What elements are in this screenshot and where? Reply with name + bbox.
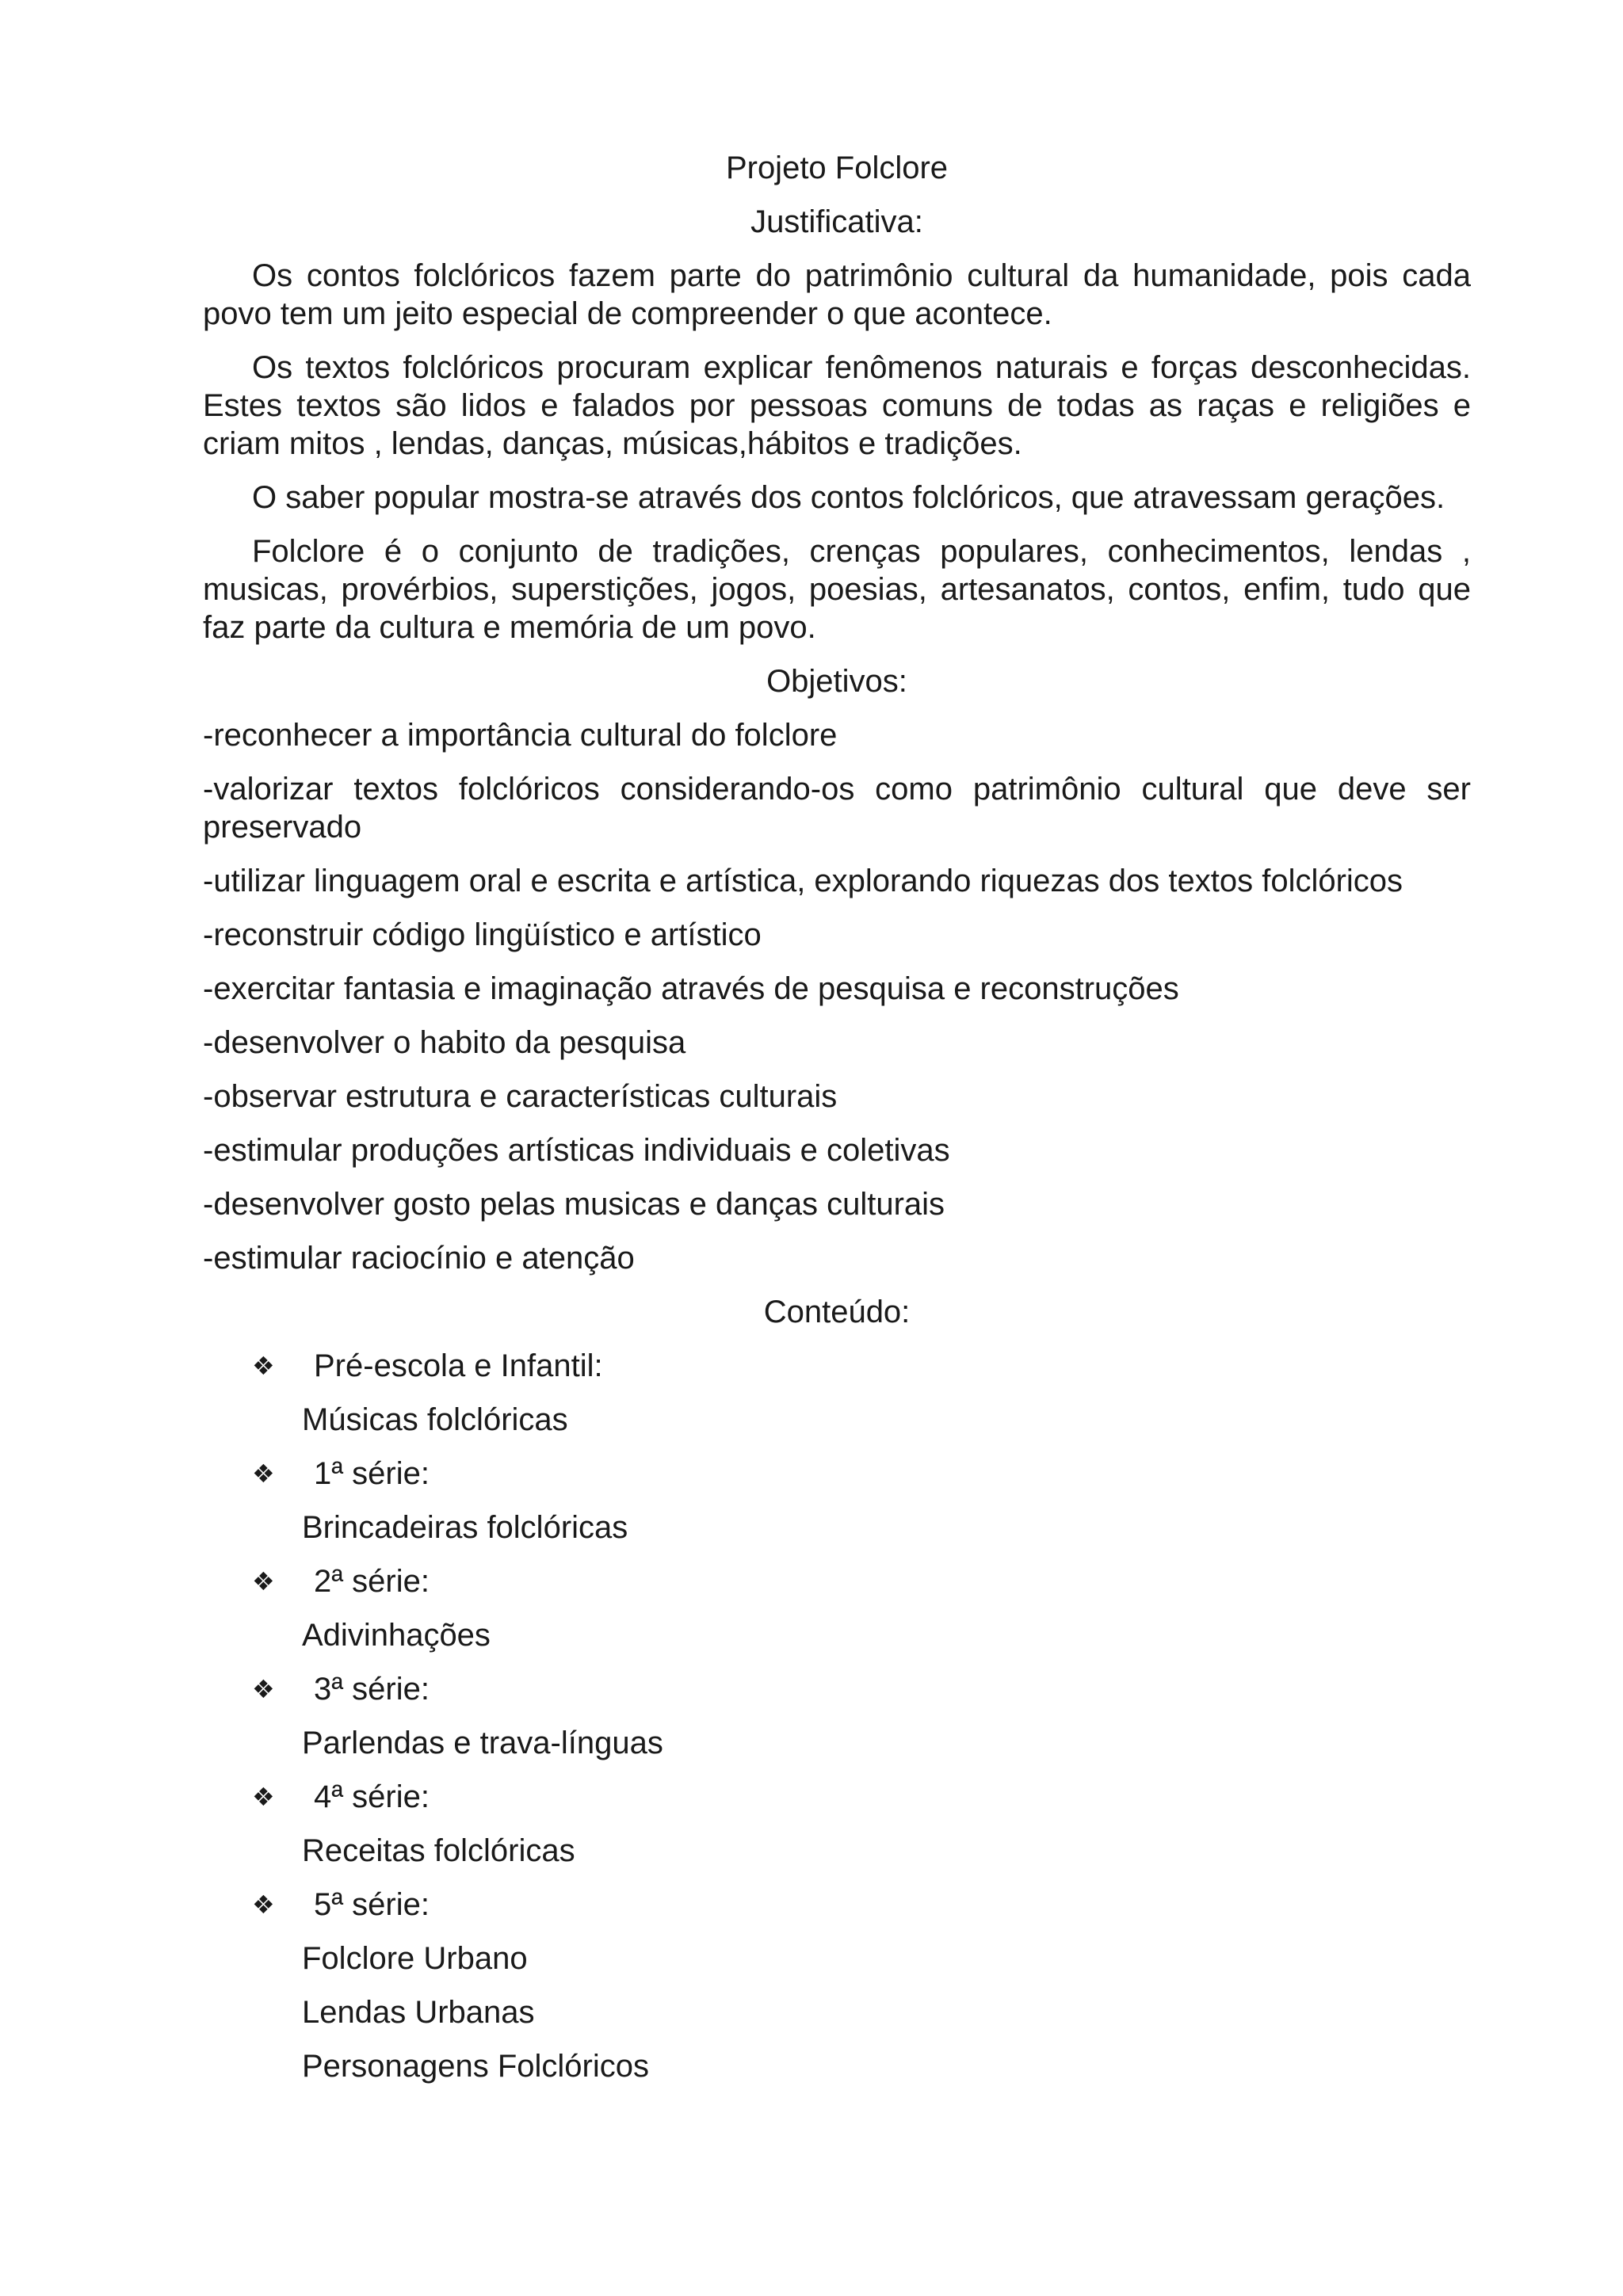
grade-item <box>203 1670 1471 1708</box>
content-list <box>203 1347 1471 2085</box>
grade-item <box>203 1562 1471 1600</box>
grade-topic: Brincadeiras folclóricas <box>302 1510 628 1545</box>
grade-topic: Folclore Urbano <box>302 1941 528 1976</box>
document-title: Projeto Folclore <box>725 151 949 185</box>
document-page <box>203 149 1471 2101</box>
diamond-bullet-icon: ❖ <box>252 1352 275 1380</box>
diamond-bullet-icon: ❖ <box>252 1890 275 1919</box>
grade-item <box>203 1886 1471 1924</box>
objective-item: -estimular raciocínio e atenção <box>203 1241 635 1276</box>
grade-topic: Adivinhações <box>302 1618 491 1653</box>
objective-item: -utilizar linguagem oral e escrita e artística, explorando riquezas dos textos folclóricos <box>203 864 1403 898</box>
grade-topic: Músicas folclóricas <box>302 1402 568 1437</box>
justification-paragraph: Os textos folclóricos procuram explicar fenômenos naturais e forças desconhecidas. Estes textos são lidos e falados por pessoas comuns de todas as raças e religiões e criam mitos , lendas, danças, músicas,hábitos e tradições. <box>203 350 1471 461</box>
objective-item: -desenvolver gosto pelas musicas e danças culturais <box>203 1187 945 1222</box>
objective-item: -desenvolver o habito da pesquisa <box>203 1025 686 1060</box>
grade-topic: Receitas folclóricas <box>302 1833 575 1868</box>
grade-label: Pré-escola e Infantil: <box>314 1348 603 1383</box>
objective-item: -estimular produções artísticas individuais e coletivas <box>203 1133 950 1168</box>
content-heading: Conteúdo: <box>763 1295 911 1329</box>
objective-item: -exercitar fantasia e imaginação através de pesquisa e reconstruções <box>203 971 1179 1006</box>
diamond-bullet-icon: ❖ <box>252 1567 275 1596</box>
objective-item: -reconhecer a importância cultural do folclore <box>203 718 838 753</box>
grade-topic: Personagens Folclóricos <box>302 2049 649 2084</box>
grade-topic: Lendas Urbanas <box>302 1995 535 2030</box>
justification-paragraph: Folclore é o conjunto de tradições, crenças populares, conhecimentos, lendas , musicas, provérbios, superstições, jogos, poesias, artesanatos, contos, enfim, tudo que faz parte da cultura e memória de um povo. <box>203 534 1471 645</box>
objectives-heading: Objetivos: <box>766 664 907 699</box>
grade-label: 2ª série: <box>314 1564 430 1599</box>
objectives-list <box>203 716 1471 1277</box>
grade-label: 1ª série: <box>314 1456 430 1491</box>
diamond-bullet-icon: ❖ <box>252 1675 275 1703</box>
grade-label: 5ª série: <box>314 1887 430 1922</box>
justification-heading: Justificativa: <box>750 204 923 239</box>
objective-item: -valorizar textos folclóricos considerando-os como patrimônio cultural que deve ser preservado <box>203 772 1471 845</box>
grade-label: 3ª série: <box>314 1672 430 1707</box>
objective-item: -reconstruir código lingüístico e artístico <box>203 917 762 952</box>
objective-item: -observar estrutura e características culturais <box>203 1079 838 1114</box>
diamond-bullet-icon: ❖ <box>252 1459 275 1488</box>
justification-paragraph: Os contos folclóricos fazem parte do patrimônio cultural da humanidade, pois cada povo tem um jeito especial de compreender o que acontece. <box>203 258 1471 331</box>
grade-label: 4ª série: <box>314 1779 430 1814</box>
grade-item <box>203 1347 1471 1385</box>
diamond-bullet-icon: ❖ <box>252 1783 275 1811</box>
justification-paragraph: O saber popular mostra-se através dos contos folclóricos, que atravessam gerações. <box>252 480 1445 515</box>
grade-item <box>203 1455 1471 1493</box>
grade-item <box>203 1778 1471 1816</box>
grade-topic: Parlendas e trava-línguas <box>302 1726 663 1760</box>
